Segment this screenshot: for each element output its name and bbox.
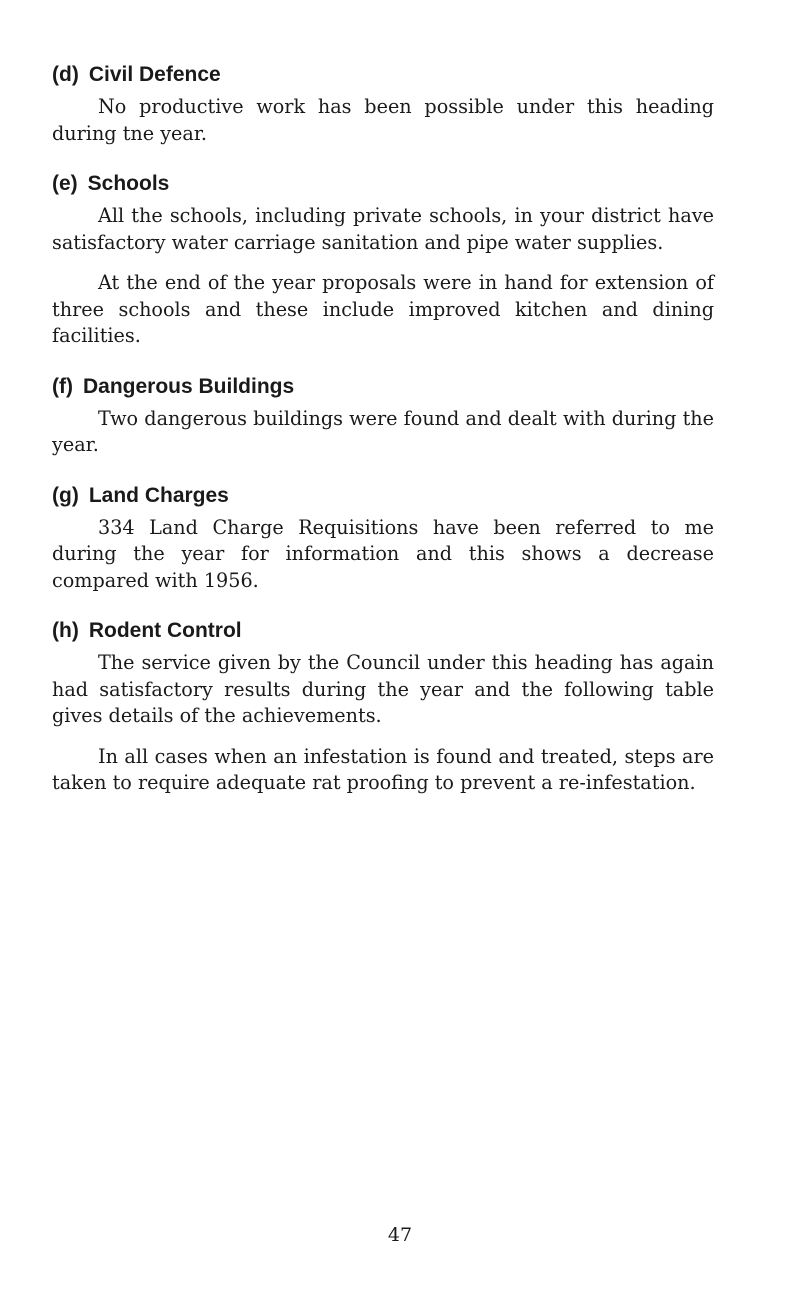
section-heading [52, 60, 714, 90]
paragraph: No productive work has been possible under this heading during tne year. [52, 95, 714, 145]
paragraph: At the end of the year proposals were in hand for extension of three schools and these include improved kitchen and dining facilities. [52, 271, 714, 347]
section-schools [52, 169, 714, 350]
page-content [52, 60, 714, 819]
section-heading [52, 372, 714, 402]
section-heading [52, 616, 714, 646]
section-letter: (e) [52, 172, 78, 195]
section-title: Civil Defence [88, 63, 221, 86]
section-letter: (g) [52, 483, 79, 507]
section-civil-defence [52, 60, 714, 147]
page-number: 47 [387, 1224, 413, 1246]
section-letter: (d) [52, 63, 79, 86]
section-letter: (f) [52, 374, 73, 398]
section-letter: (h) [52, 619, 79, 642]
section-title: Dangerous Buildings [82, 374, 295, 398]
section-rodent-control [52, 616, 714, 797]
section-title: Land Charges [88, 483, 229, 507]
section-dangerous-buildings [52, 372, 714, 459]
section-title: Rodent Control [88, 619, 242, 642]
section-land-charges [52, 481, 714, 595]
paragraph: The service given by the Council under this heading has again had satisfactory results during the year and the following table gives details of the achievements. [52, 651, 714, 727]
section-heading [52, 169, 714, 199]
paragraph: Two dangerous buildings were found and dealt with during the year. [52, 406, 714, 456]
paragraph: 334 Land Charge Requisitions have been referred to me during the year for information and this shows a decrease compared with 1956. [52, 515, 714, 592]
section-title: Schools [87, 172, 170, 195]
paragraph: In all cases when an infestation is found and treated, steps are taken to require adequate rat proofing to prevent a re-infestation. [52, 744, 714, 794]
paragraph: All the schools, including private schools, in your district have satisfactory water carriage sanitation and pipe water supplies. [52, 204, 714, 254]
section-heading [52, 481, 714, 511]
